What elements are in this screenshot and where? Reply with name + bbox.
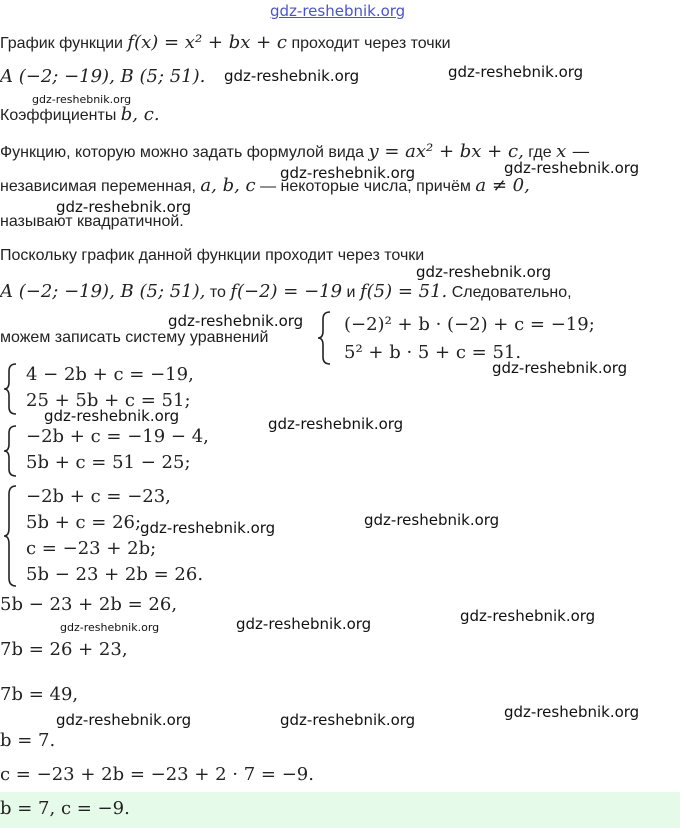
- equation: 5b + c = 26;: [26, 512, 142, 533]
- equation: 5b + c = 51 − 25;: [26, 452, 191, 473]
- text: независимая переменная,: [0, 178, 196, 195]
- watermark: gdz-reshebnik.org: [448, 63, 584, 81]
- paragraph-2-line-2: [0, 175, 530, 196]
- watermark: gdz-reshebnik.org: [224, 67, 360, 85]
- equation-system-0: [316, 310, 636, 366]
- watermark: gdz-reshebnik.org: [268, 415, 404, 433]
- watermark: gdz-reshebnik.org: [236, 615, 372, 633]
- watermark: gdz-reshebnik.org: [504, 159, 640, 177]
- text: Поскольку график данной функции проходит через точки: [0, 247, 425, 264]
- watermark: gdz-reshebnik.org: [168, 312, 304, 330]
- text: то: [209, 284, 226, 301]
- equation: (−2)² + b · (−2) + c = −19;: [344, 314, 595, 335]
- text: Следовательно,: [451, 284, 572, 301]
- formula: x —: [556, 141, 590, 162]
- watermark: gdz-reshebnik.org: [44, 407, 180, 425]
- watermark: gdz-reshebnik.org: [416, 263, 552, 281]
- paragraph-1-line-1: [0, 32, 451, 53]
- equation-system-2: [2, 424, 262, 478]
- watermark: gdz-reshebnik.org: [140, 519, 276, 537]
- watermark: gdz-reshebnik.org: [492, 359, 628, 377]
- watermark: gdz-reshebnik.org: [60, 621, 160, 634]
- formula: y = ax² + bx + c,: [368, 141, 524, 162]
- step-equation: c = −23 + 2b = −23 + 2 · 7 = −9.: [0, 764, 314, 785]
- brace-icon: [2, 362, 18, 416]
- formula: A (−2; −19), B (5; 51),: [0, 281, 206, 302]
- text: можем записать систему уравнений: [0, 329, 269, 346]
- paragraph-1-line-3: [0, 104, 160, 125]
- equation: 25 + 5b + c = 51;: [26, 390, 191, 411]
- watermark: gdz-reshebnik.org: [280, 711, 416, 729]
- watermark: gdz-reshebnik.org: [460, 607, 596, 625]
- watermark-top-link[interactable]: gdz-reshebnik.org: [270, 2, 406, 20]
- equation: −2b + c = −23,: [26, 486, 171, 507]
- watermark: gdz-reshebnik.org: [56, 198, 192, 216]
- text: называют квадратичной.: [0, 213, 184, 230]
- formula: A (−2; −19), B (5; 51).: [0, 66, 206, 87]
- formula: a ≠ 0,: [475, 175, 530, 196]
- step-equation: 5b − 23 + 2b = 26,: [0, 594, 178, 615]
- paragraph-3-line-3: [0, 329, 268, 347]
- formula: f(−2) = −19: [230, 281, 343, 302]
- text: Функцию, которую можно задать формулой вида: [0, 144, 365, 161]
- watermark: gdz-reshebnik.org: [504, 703, 640, 721]
- paragraph-3-line-1: [0, 247, 424, 265]
- equation: c = −23 + 2b;: [26, 538, 157, 559]
- equation: 4 − 2b + c = −19,: [26, 364, 194, 385]
- text: и: [346, 284, 356, 301]
- equation: −2b + c = −19 − 4,: [26, 426, 209, 447]
- paragraph-3-line-2: [0, 281, 572, 302]
- formula: a, b, c: [200, 175, 256, 196]
- formula: f(x) = x² + bx + c: [127, 32, 287, 53]
- text: где: [528, 144, 552, 161]
- watermark: gdz-reshebnik.org: [32, 93, 132, 106]
- watermark: gdz-reshebnik.org: [56, 711, 192, 729]
- equation: 5² + b · 5 + c = 51.: [344, 342, 522, 363]
- paragraph-2-line-1: [0, 141, 590, 162]
- paragraph-1-line-2: [0, 66, 205, 87]
- brace-icon: [316, 310, 332, 366]
- step-equation: 7b = 49,: [0, 684, 79, 705]
- brace-icon: [2, 484, 18, 588]
- watermark: gdz-reshebnik.org: [280, 164, 416, 182]
- equation: 5b − 23 + 2b = 26.: [26, 564, 204, 585]
- text: проходит через точки: [291, 35, 451, 52]
- text: График функции: [0, 35, 123, 52]
- watermark: gdz-reshebnik.org: [364, 511, 500, 529]
- formula: f(5) = 51.: [359, 281, 448, 302]
- answer-box: [0, 792, 680, 828]
- text: — некоторые числа, причём: [260, 178, 471, 195]
- step-equation: 7b = 26 + 23,: [0, 639, 128, 660]
- answer-text: b = 7, c = −9.: [0, 798, 130, 819]
- step-equation: b = 7.: [0, 730, 56, 751]
- formula: b, c.: [120, 104, 160, 125]
- brace-icon: [2, 424, 18, 478]
- text: Коэффициенты: [0, 107, 117, 124]
